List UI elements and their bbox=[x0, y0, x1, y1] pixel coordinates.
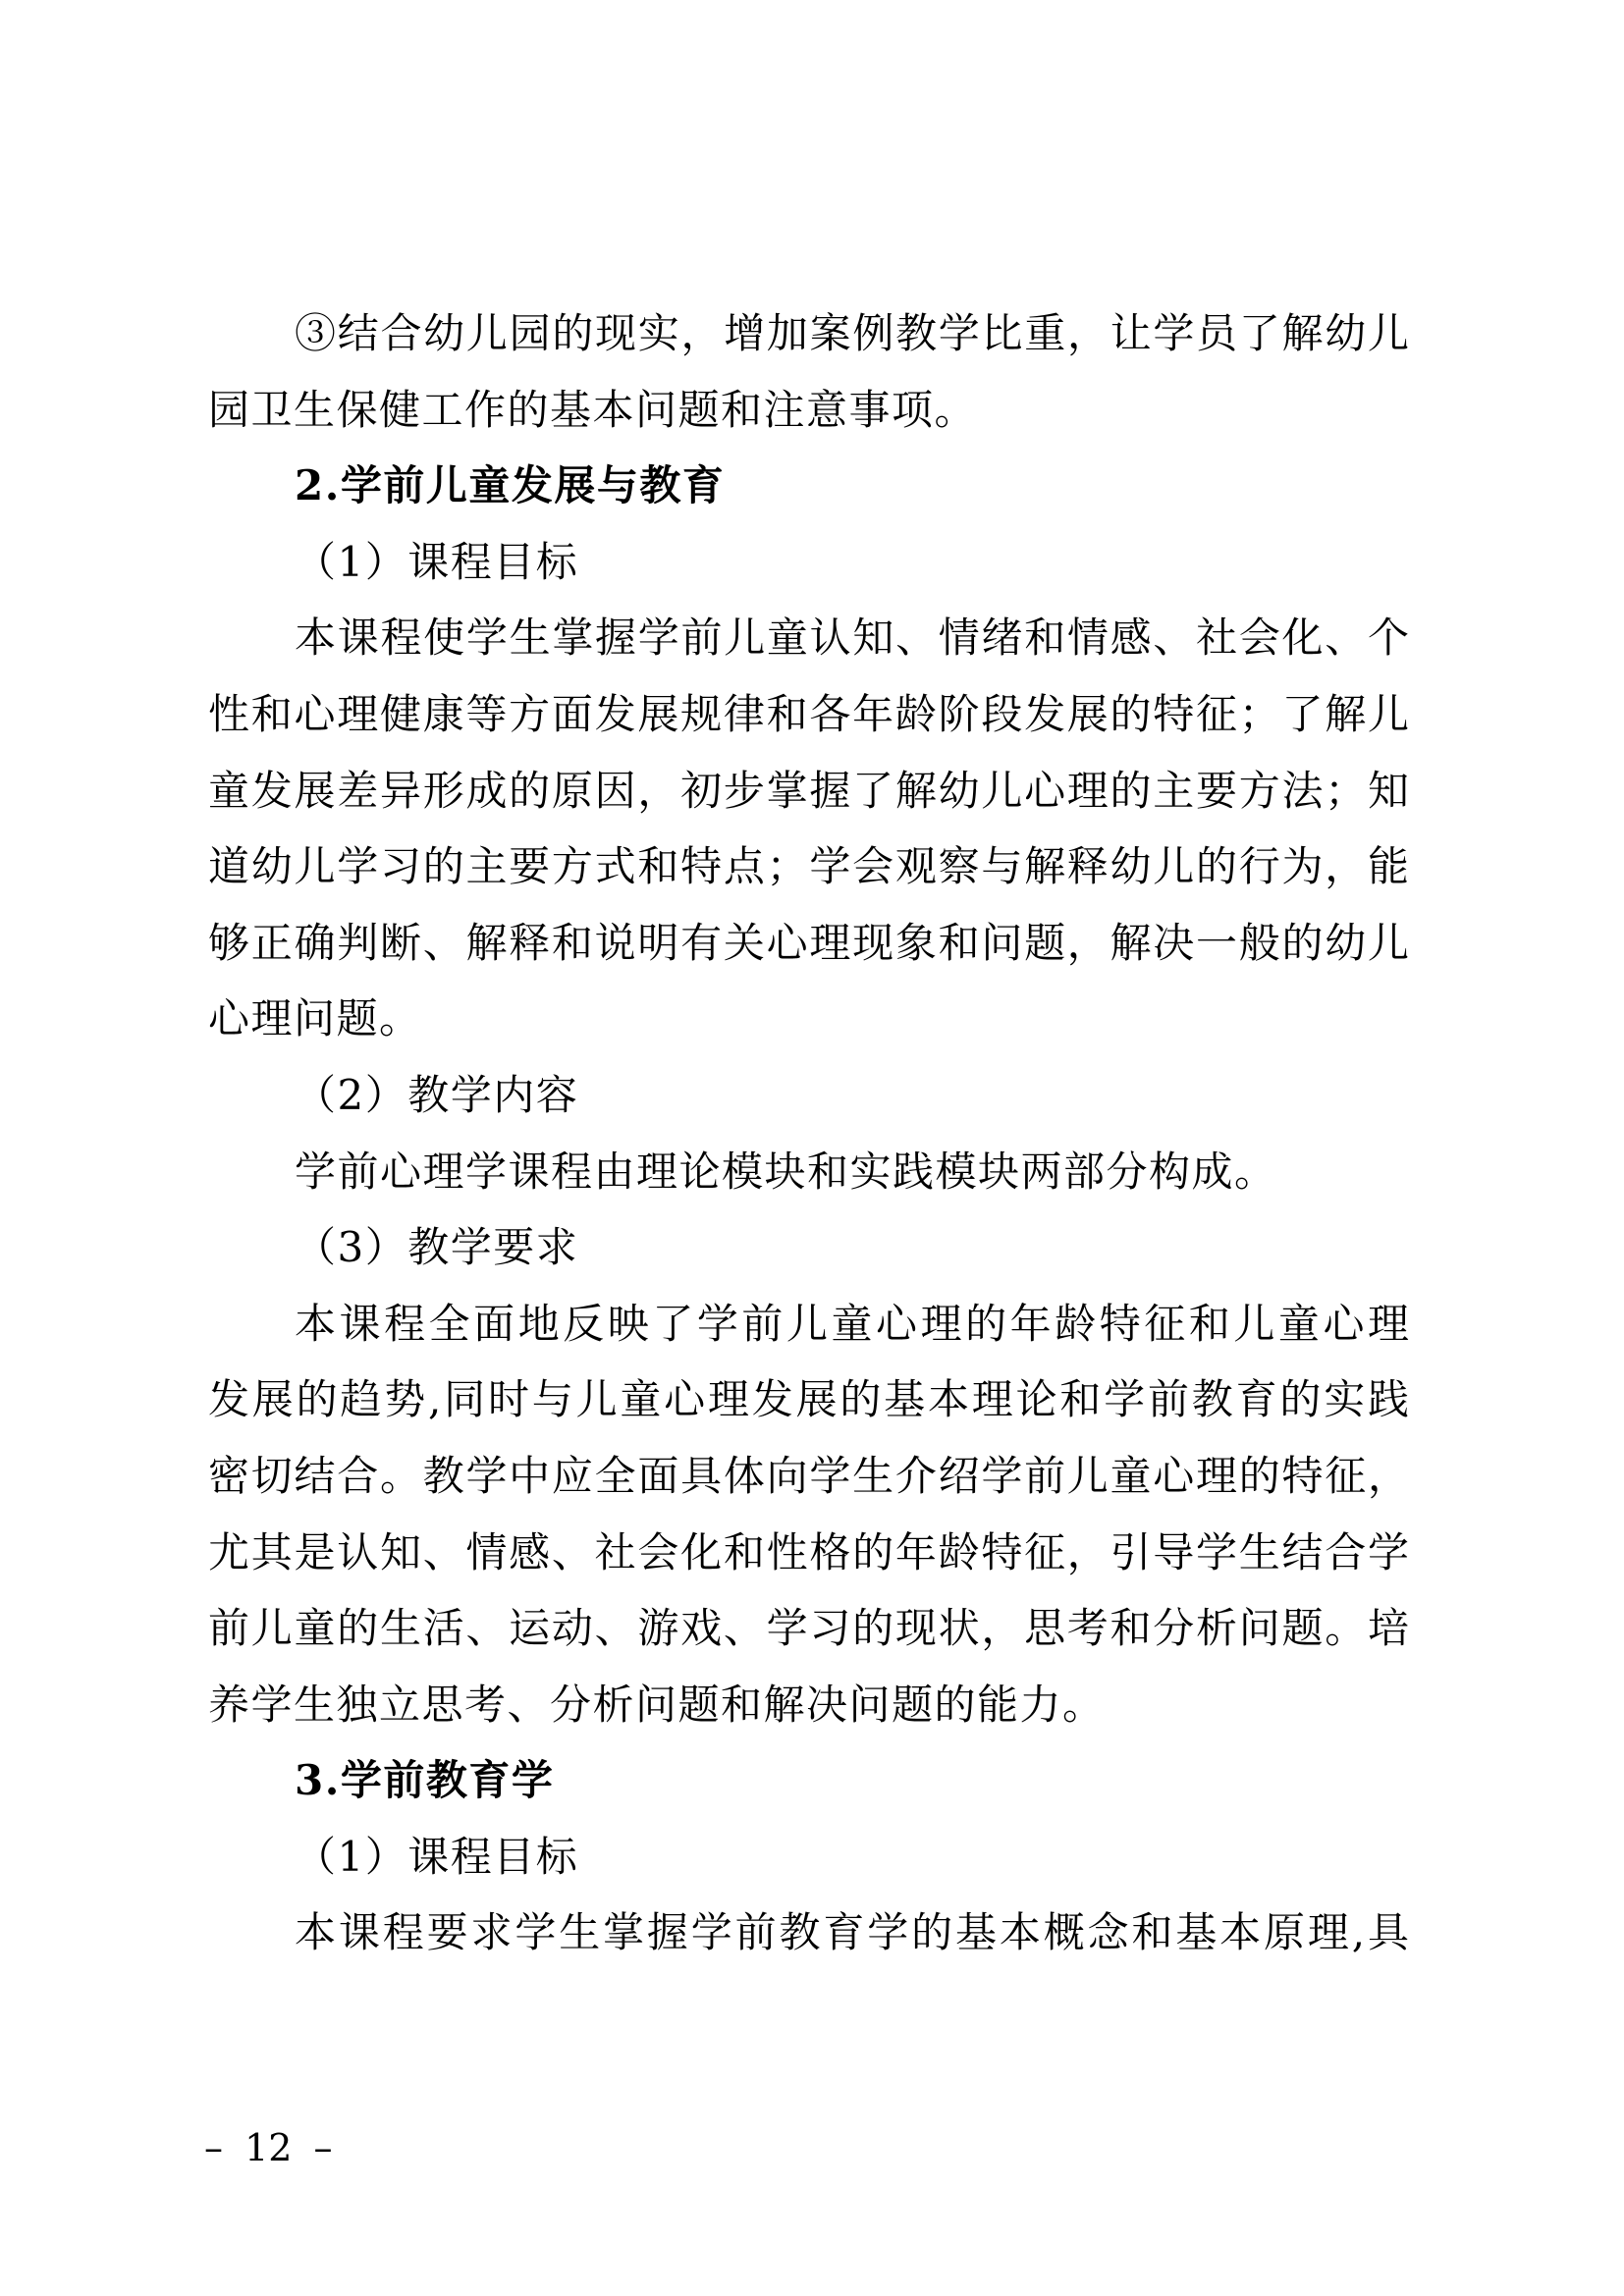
text-line: 学前心理学课程由理论模块和实践模块两部分构成。 bbox=[295, 1147, 1277, 1196]
text-line: 养学生独立思考、分析问题和解决问题的能力。 bbox=[208, 1680, 1106, 1729]
text-line: 童发展差异形成的原因，初步掌握了解幼儿心理的主要方法；知 bbox=[208, 766, 1409, 815]
text-line: 本课程要求学生掌握学前教育学的基本概念和基本原理,具 bbox=[295, 1908, 1409, 1957]
text-line: 心理问题。 bbox=[208, 994, 422, 1043]
section-heading-line: 2.学前儿童发展与教育 bbox=[295, 461, 726, 510]
document-body bbox=[208, 295, 1409, 1971]
text-line: 够正确判断、解释和说明有关心理现象和问题，解决一般的幼儿 bbox=[208, 918, 1409, 967]
text-line: 密切结合。教学中应全面具体向学生介绍学前儿童心理的特征， bbox=[208, 1451, 1409, 1500]
text-line: 前儿童的生活、运动、游戏、学习的现状，思考和分析问题。培 bbox=[208, 1604, 1409, 1653]
text-line: 性和心理健康等方面发展规律和各年龄阶段发展的特征；了解儿 bbox=[208, 689, 1409, 738]
text-line: 本课程使学生掌握学前儿童认知、情绪和情感、社会化、个 bbox=[295, 614, 1409, 663]
page-number: – 12 – bbox=[204, 2126, 333, 2169]
text-line: 尤其是认知、情感、社会化和性格的年龄特征，引导学生结合学 bbox=[208, 1527, 1409, 1576]
section-heading-line: 3.学前教育学 bbox=[295, 1756, 555, 1805]
text-line: 道幼儿学习的主要方式和特点；学会观察与解释幼儿的行为，能 bbox=[208, 842, 1409, 891]
text-line: （3）教学要求 bbox=[295, 1223, 579, 1272]
text-line: （2）教学内容 bbox=[295, 1070, 579, 1119]
text-line: 本课程全面地反映了学前儿童心理的年龄特征和儿童心理 bbox=[295, 1299, 1409, 1348]
text-line: 园卫生保健工作的基本问题和注意事项。 bbox=[208, 385, 978, 434]
text-line: ③结合幼儿园的现实，增加案例教学比重，让学员了解幼儿 bbox=[295, 309, 1409, 357]
text-line: 发展的趋势,同时与儿童心理发展的基本理论和学前教育的实践 bbox=[208, 1375, 1409, 1424]
text-line: （1）课程目标 bbox=[295, 1832, 579, 1881]
text-line: （1）课程目标 bbox=[295, 537, 579, 586]
